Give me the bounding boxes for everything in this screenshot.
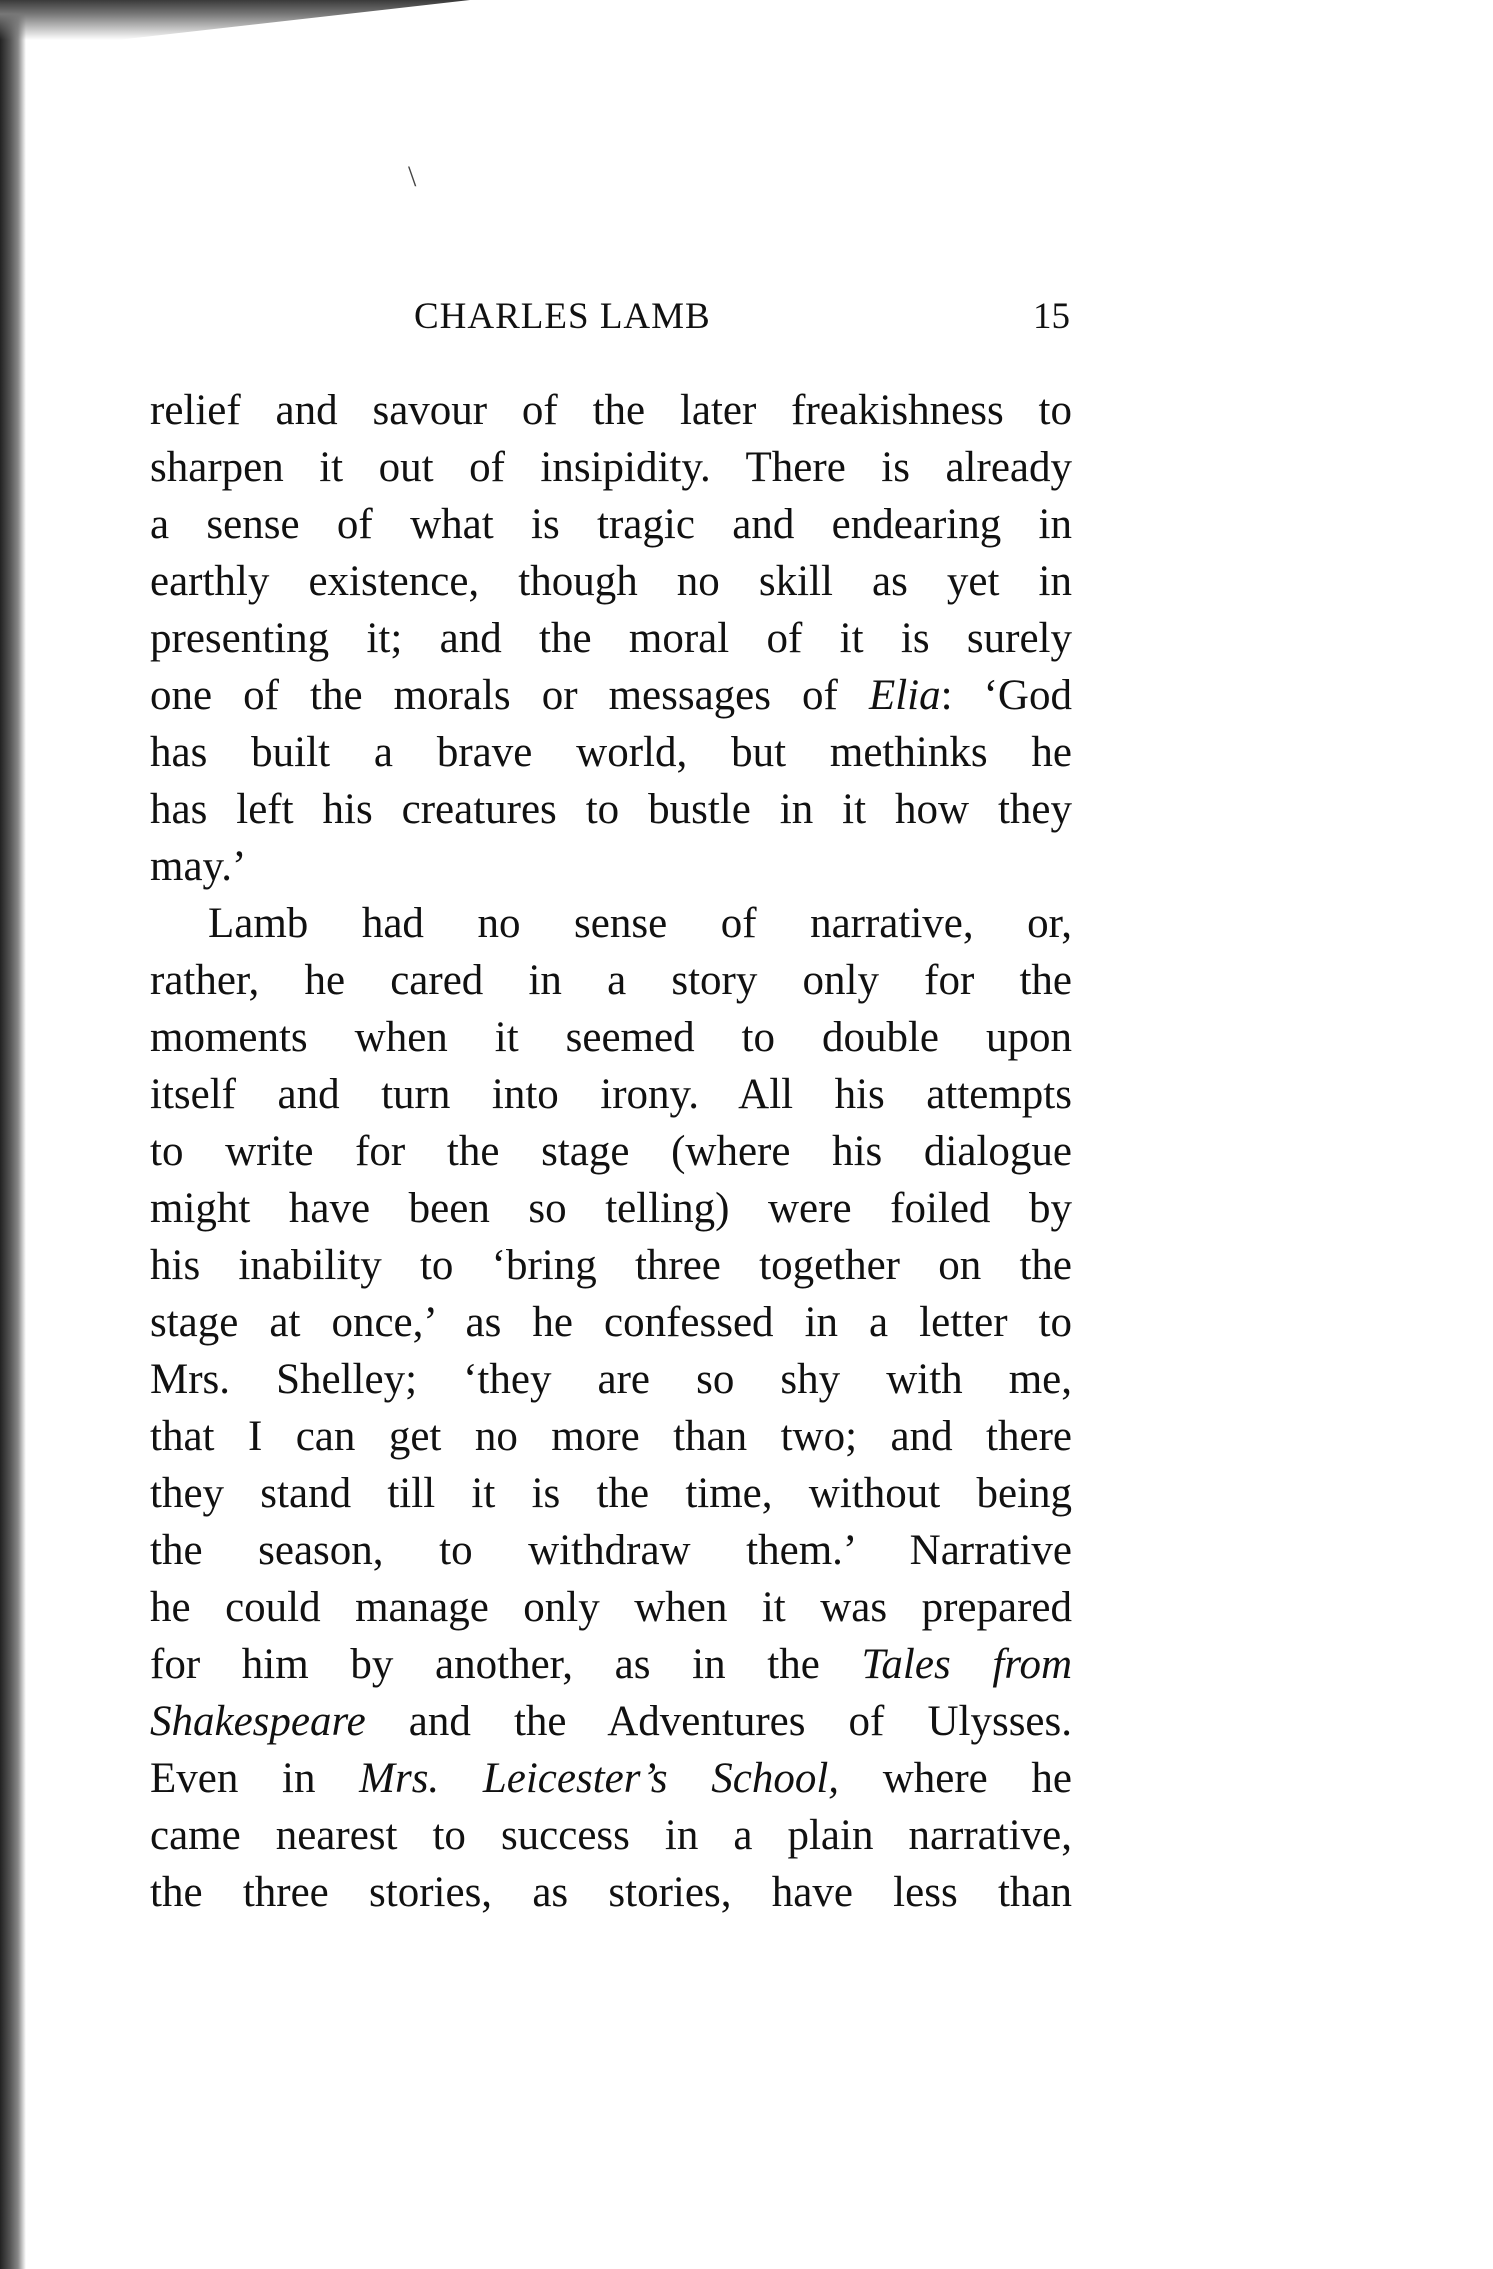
text-line: he could manage only when it was prepared <box>150 1584 1072 1631</box>
running-head: CHARLES LAMB <box>414 296 711 337</box>
scan-corner-shadow <box>0 0 470 40</box>
text-line: Shakespeare and the Adventures of Ulysses. <box>150 1698 1072 1745</box>
text-line: the season, to withdraw them.’ Narrative <box>150 1527 1072 1574</box>
text-line: moments when it seemed to double upon <box>150 1014 1072 1061</box>
text-line: one of the morals or messages of Elia: ‘God <box>150 672 1072 719</box>
text-line: earthly existence, though no skill as yet in <box>150 558 1072 605</box>
text-line: a sense of what is tragic and endearing in <box>150 501 1072 548</box>
text-line: came nearest to success in a plain narrative, <box>150 1812 1072 1859</box>
text-line: Lamb had no sense of narrative, or, <box>208 900 1072 947</box>
text-line: his inability to ‘bring three together on the <box>150 1242 1072 1289</box>
page-number: 15 <box>1033 296 1070 337</box>
text-line: to write for the stage (where his dialogue <box>150 1128 1072 1175</box>
text-line: might have been so telling) were foiled by <box>150 1185 1072 1232</box>
text-line: has left his creatures to bustle in it how they <box>150 786 1072 833</box>
text-line: for him by another, as in the Tales from <box>150 1641 1073 1688</box>
text-line: that I can get no more than two; and there <box>150 1413 1072 1460</box>
text-line: Even in Mrs. Leicester’s School, where he <box>150 1755 1072 1802</box>
text-line: sharpen it out of insipidity. There is already <box>150 444 1072 491</box>
text-line: stage at once,’ as he confessed in a letter to <box>150 1299 1072 1346</box>
paragraph-2 <box>150 895 1072 1921</box>
scan-gutter-shadow <box>0 0 26 2269</box>
body-text <box>150 382 1072 1921</box>
page-header <box>150 295 1070 355</box>
text-line: rather, he cared in a story only for the <box>150 957 1072 1004</box>
text-line: itself and turn into irony. All his attempts <box>150 1071 1072 1118</box>
text-line: has built a brave world, but methinks he <box>150 729 1072 776</box>
stray-ink-mark: \ <box>408 160 417 193</box>
text-line: may.’ <box>150 843 247 890</box>
text-line: Mrs. Shelley; ‘they are so shy with me, <box>150 1356 1072 1403</box>
text-line: they stand till it is the time, without being <box>150 1470 1072 1517</box>
text-line: relief and savour of the later freakishness to <box>150 387 1072 434</box>
text-line: presenting it; and the moral of it is surely <box>150 615 1072 662</box>
paragraph-1 <box>150 382 1072 895</box>
text-line: the three stories, as stories, have less than <box>150 1869 1072 1916</box>
